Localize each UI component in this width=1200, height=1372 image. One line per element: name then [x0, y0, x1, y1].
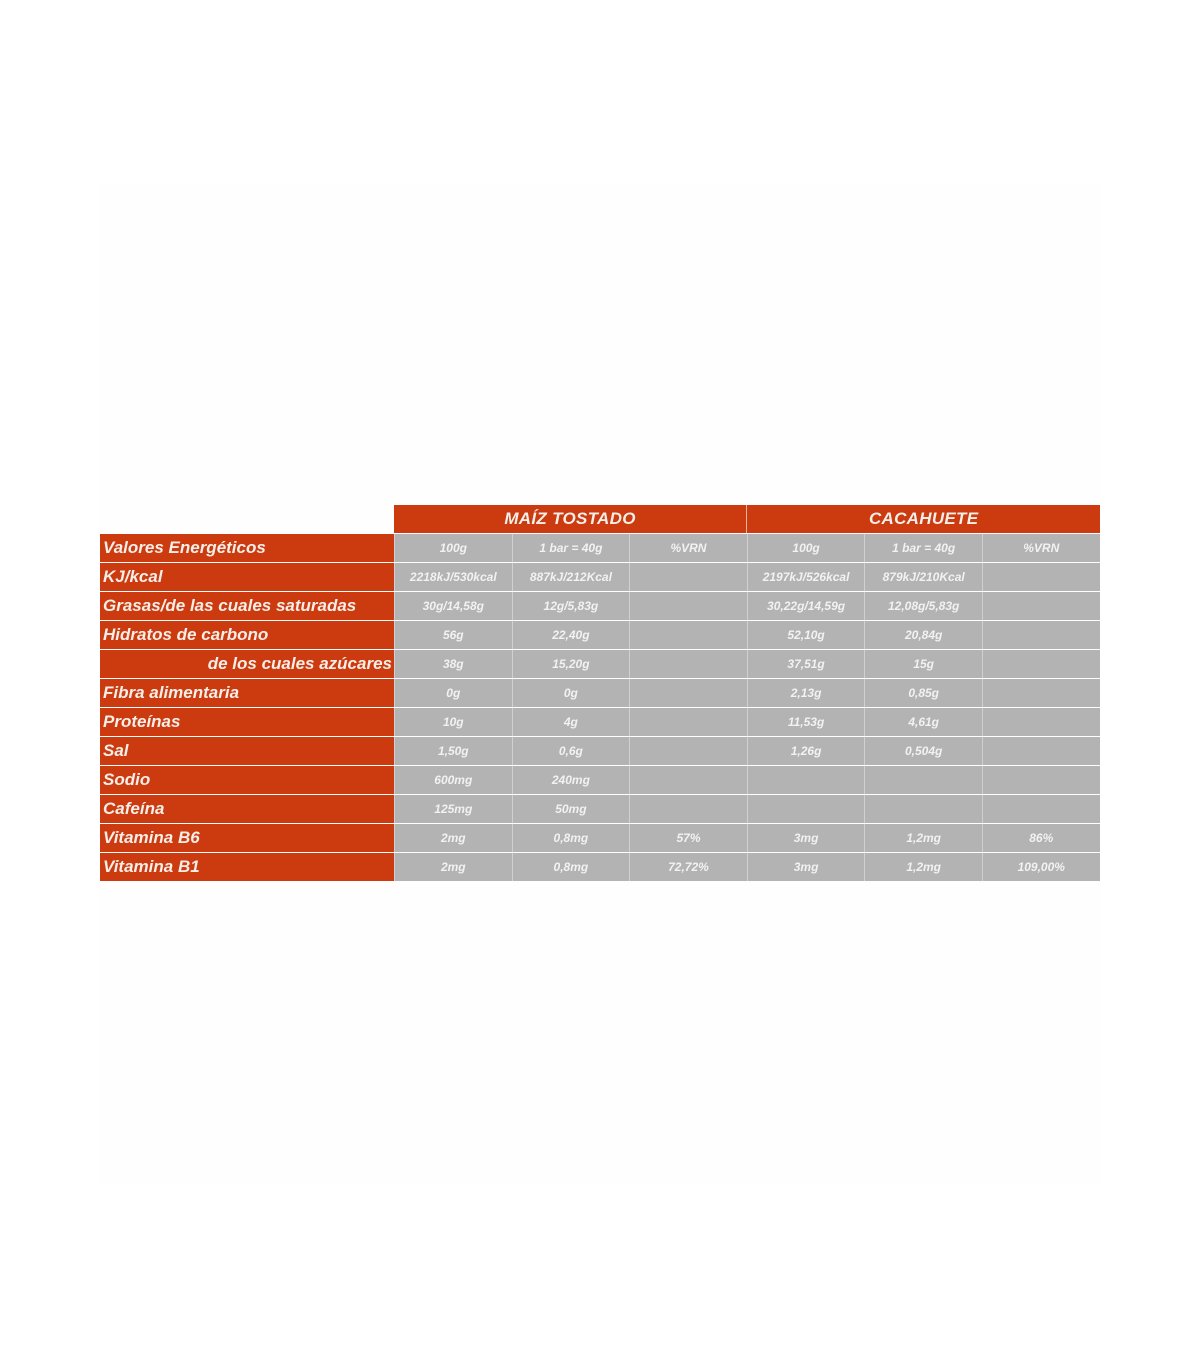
table-cell: [629, 766, 747, 794]
table-cell: [629, 563, 747, 591]
header-blank-cell: [100, 505, 394, 533]
table-cell: 879kJ/210Kcal: [864, 563, 982, 591]
table-cell: 10g: [394, 708, 512, 736]
table-cell: 1,2mg: [864, 853, 982, 881]
row-label: Vitamina B6: [100, 824, 394, 852]
table-row: [100, 649, 1100, 678]
table-cell: 1,26g: [747, 737, 865, 765]
table-cell: 50mg: [512, 795, 630, 823]
table-cell: 2mg: [394, 824, 512, 852]
row-label: de los cuales azúcares: [100, 650, 394, 678]
table-cell: 109,00%: [982, 853, 1100, 881]
table-cell: 0,8mg: [512, 853, 630, 881]
table-cell: [629, 592, 747, 620]
nutrition-table: [100, 505, 1100, 881]
table-cell: 4,61g: [864, 708, 982, 736]
table-cell: [747, 766, 865, 794]
table-cell: [864, 795, 982, 823]
row-label: Hidratos de carbono: [100, 621, 394, 649]
table-cell: [982, 737, 1100, 765]
table-cell: [629, 621, 747, 649]
table-cell: [629, 650, 747, 678]
table-cell: 22,40g: [512, 621, 630, 649]
table-cell: 0g: [394, 679, 512, 707]
table-cell: 100g: [394, 534, 512, 562]
row-label: Cafeína: [100, 795, 394, 823]
table-cell: [982, 708, 1100, 736]
table-row: [100, 533, 1100, 562]
table-cell: 3mg: [747, 824, 865, 852]
table-cell: 38g: [394, 650, 512, 678]
table-header-row: [100, 505, 1100, 533]
table-body: [100, 533, 1100, 881]
row-label: KJ/kcal: [100, 563, 394, 591]
row-label: Fibra alimentaria: [100, 679, 394, 707]
table-cell: 887kJ/212Kcal: [512, 563, 630, 591]
table-cell: [629, 795, 747, 823]
row-label: Vitamina B1: [100, 853, 394, 881]
table-row: [100, 591, 1100, 620]
table-cell: 2mg: [394, 853, 512, 881]
table-cell: 72,72%: [629, 853, 747, 881]
table-cell: [747, 795, 865, 823]
row-label: Proteínas: [100, 708, 394, 736]
table-row: [100, 678, 1100, 707]
table-cell: 0,85g: [864, 679, 982, 707]
table-cell: [982, 592, 1100, 620]
table-cell: 3mg: [747, 853, 865, 881]
table-cell: 11,53g: [747, 708, 865, 736]
table-cell: 37,51g: [747, 650, 865, 678]
table-row: [100, 794, 1100, 823]
table-cell: 1 bar = 40g: [864, 534, 982, 562]
row-label: Valores Energéticos: [100, 534, 394, 562]
table-cell: 0,8mg: [512, 824, 630, 852]
table-cell: 30g/14,58g: [394, 592, 512, 620]
header-group-maiz-tostado: MAÍZ TOSTADO: [394, 505, 748, 533]
table-cell: 12g/5,83g: [512, 592, 630, 620]
table-cell: 57%: [629, 824, 747, 852]
table-cell: [864, 766, 982, 794]
table-cell: 86%: [982, 824, 1100, 852]
table-cell: [629, 708, 747, 736]
row-label: Sodio: [100, 766, 394, 794]
table-cell: 2,13g: [747, 679, 865, 707]
table-cell: 1,2mg: [864, 824, 982, 852]
row-label: Sal: [100, 737, 394, 765]
table-cell: %VRN: [629, 534, 747, 562]
table-cell: 15g: [864, 650, 982, 678]
table-row: [100, 620, 1100, 649]
table-cell: [982, 650, 1100, 678]
table-cell: 600mg: [394, 766, 512, 794]
table-cell: [629, 737, 747, 765]
table-row: [100, 765, 1100, 794]
table-cell: 2197kJ/526kcal: [747, 563, 865, 591]
table-cell: [982, 795, 1100, 823]
table-cell: 100g: [747, 534, 865, 562]
table-cell: 0,6g: [512, 737, 630, 765]
table-row: [100, 823, 1100, 852]
header-group-cacahuete: CACAHUETE: [747, 505, 1100, 533]
table-cell: 30,22g/14,59g: [747, 592, 865, 620]
table-cell: %VRN: [982, 534, 1100, 562]
table-cell: 1 bar = 40g: [512, 534, 630, 562]
table-cell: [982, 621, 1100, 649]
table-row: [100, 562, 1100, 591]
table-cell: 56g: [394, 621, 512, 649]
table-cell: 1,50g: [394, 737, 512, 765]
table-row: [100, 736, 1100, 765]
table-cell: 52,10g: [747, 621, 865, 649]
table-cell: [982, 766, 1100, 794]
table-cell: 15,20g: [512, 650, 630, 678]
table-cell: 0,504g: [864, 737, 982, 765]
table-cell: [629, 679, 747, 707]
table-cell: 20,84g: [864, 621, 982, 649]
table-row: [100, 852, 1100, 881]
table-cell: 12,08g/5,83g: [864, 592, 982, 620]
table-cell: 4g: [512, 708, 630, 736]
row-label: Grasas/de las cuales saturadas: [100, 592, 394, 620]
table-row: [100, 707, 1100, 736]
table-cell: 0g: [512, 679, 630, 707]
table-cell: 2218kJ/530kcal: [394, 563, 512, 591]
table-cell: 125mg: [394, 795, 512, 823]
table-cell: [982, 563, 1100, 591]
table-cell: 240mg: [512, 766, 630, 794]
table-cell: [982, 679, 1100, 707]
